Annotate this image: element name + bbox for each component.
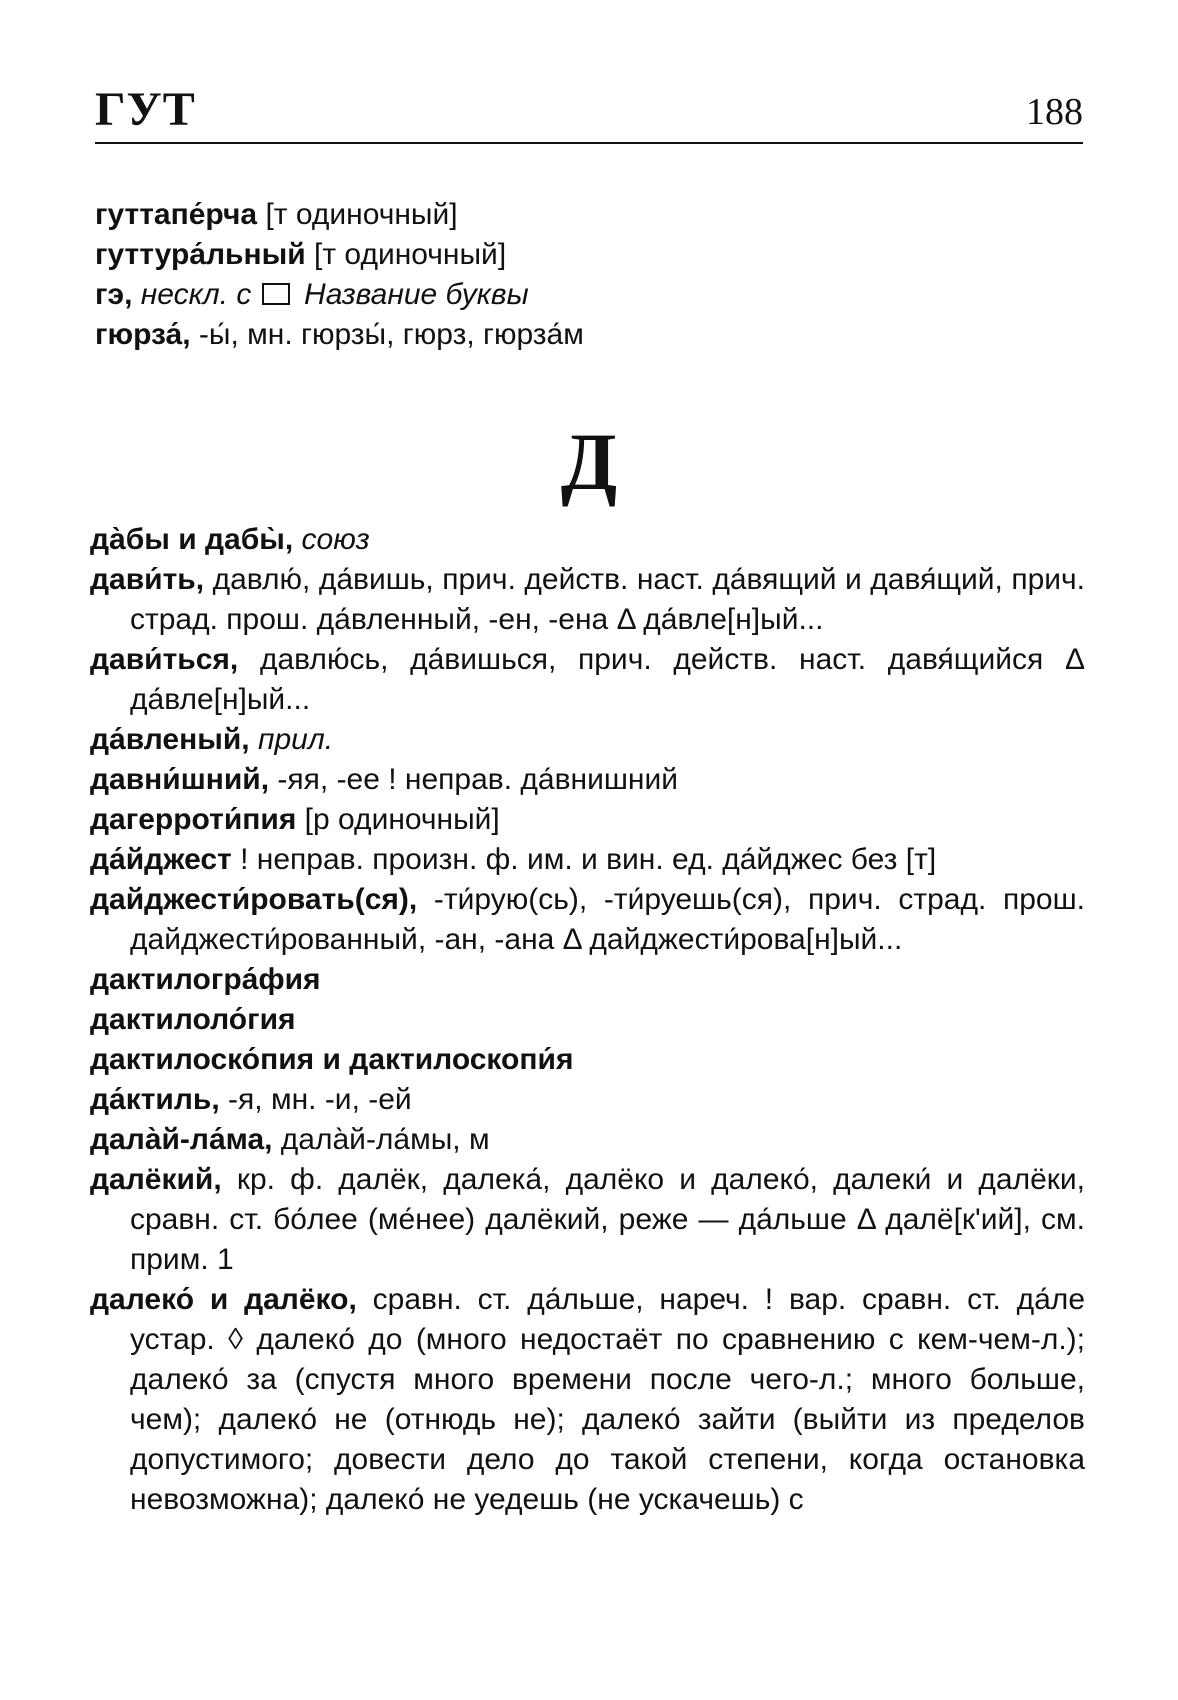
entry-body: ! неправ. произн. ф. им. и вин. ед. да́йджес без [т] (231, 843, 937, 876)
entry-body: [т одиночный] (257, 198, 458, 231)
dictionary-entry (90, 1280, 1085, 1520)
dictionary-entry (95, 195, 1085, 235)
entry-body: -ы́, мн. гюрзы́, гюрз, гюрза́м (190, 318, 584, 351)
dictionary-entry (95, 275, 1085, 315)
headword: дагерроти́пия (90, 803, 297, 836)
headword: далёкий, (90, 1163, 222, 1196)
running-head: ГУТ (95, 83, 196, 136)
headword: гуттура́льный (95, 238, 306, 271)
headword: да́ктиль, (90, 1083, 220, 1116)
dictionary-entry (90, 1160, 1085, 1280)
headword: далеко́ и далёко, (90, 1283, 357, 1316)
dictionary-entry (95, 315, 1085, 355)
headword: гуттапе́рча (95, 198, 258, 231)
headword: дактилоло́гия (90, 1003, 296, 1036)
entry-body: [р одиночный] (296, 803, 500, 836)
dictionary-entry (90, 880, 1085, 960)
page-number: 188 (1026, 91, 1083, 133)
headword: да́йджест (90, 843, 232, 876)
entry-body: кр. ф. далёк, далека́, далёко и далеко́, далеки́ и далёки, сравн. ст. бо́лее (ме́нее) далёкий, реже — да́льше Δ далё[к'ий], см. прим. 1 (130, 1163, 1085, 1276)
entry-body: -ти́рую(сь), -ти́руешь(ся), прич. страд. прош. дайджести́рованный, -ан, -ана Δ дайджести́рова[н]ый... (130, 883, 1085, 956)
dictionary-entry (90, 1080, 1085, 1120)
entries-top (95, 195, 1085, 355)
entry-body: сравн. ст. да́льше, нареч. ! вар. сравн. ст. да́ле устар. ◊ далеко́ до (много недостаёт по сравнению с кем-чем-л.); далеко́ за (спустя много времени после чего-л.; много больше, чем); далеко́ не (отнюдь не); далеко́ зайти (выйти из пределов допустимого; довести дело до такой степени, когда остановка невозможна); далеко́ не уедешь (не ускачешь) с (130, 1283, 1085, 1516)
letter-heading: Д (560, 416, 618, 507)
dictionary-entry (95, 235, 1085, 275)
headword: дави́ть, (90, 563, 205, 596)
dictionary-entry (90, 640, 1085, 720)
entry-body: [т одиночный] (305, 238, 507, 271)
headword: гэ, (95, 278, 133, 311)
entries-main (90, 520, 1085, 1520)
dictionary-entry (90, 560, 1085, 640)
dictionary-entry (90, 840, 1085, 880)
entry-body: союз (293, 523, 370, 556)
entry-body: Название буквы (295, 278, 529, 311)
headword: дави́ться, (90, 643, 239, 676)
headword: давни́шний, (90, 763, 270, 796)
dictionary-entry (90, 960, 1085, 1000)
entry-body: давлю́, да́вишь, прич. действ. наст. да́вящий и давя́щий, прич. страд. прош. да́вленный, -ен, -ена Δ да́вле[н]ый... (130, 563, 1085, 636)
entry-body: давлю́сь, да́вишься, прич. действ. наст. давя́щийся Δ да́вле[н]ый... (130, 643, 1085, 716)
entry-body: дала̀й-ла́мы, м (272, 1123, 490, 1156)
headword: гюрза́, (95, 318, 191, 351)
entry-body: -яя, -ее ! неправ. да́внишний (269, 763, 679, 796)
headword: да̀бы и дабы̀, (90, 523, 294, 556)
dictionary-entry (90, 520, 1085, 560)
dictionary-entry (90, 800, 1085, 840)
dictionary-entry (90, 1120, 1085, 1160)
dictionary-entry (90, 720, 1085, 760)
dictionary-entry (90, 1040, 1085, 1080)
headword: да́вленый, (90, 723, 250, 756)
dictionary-entry (90, 1000, 1085, 1040)
entry-body: -я, мн. -и, -ей (219, 1083, 412, 1116)
headword: дайджести́ровать(ся), (90, 883, 418, 916)
headword: дактилоско́пия и дактилоскопи́я (90, 1043, 574, 1076)
headword: дала̀й-ла́ма, (90, 1123, 273, 1156)
headword: дактилогра́фия (90, 963, 321, 996)
page-header (95, 80, 1083, 144)
square-box-icon (262, 283, 290, 305)
grammar-note: нескл. с (132, 278, 260, 311)
entry-body: прил. (249, 723, 334, 756)
dictionary-entry (90, 760, 1085, 800)
